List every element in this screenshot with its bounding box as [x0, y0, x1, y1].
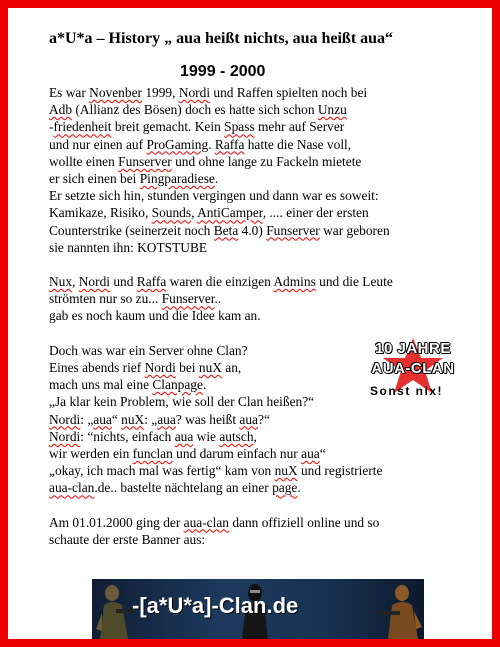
- text-run: und darum einfach nur: [172, 445, 302, 461]
- spellcheck-word: Nordi: [144, 360, 176, 375]
- spellcheck-word: aua: [93, 411, 112, 427]
- spellcheck-word: page: [272, 480, 298, 496]
- text-run: wollte einen: [49, 153, 119, 169]
- logo-line-clan: AUA-CLAN: [371, 360, 455, 377]
- clan-banner: [92, 579, 424, 639]
- text-run: er sich einen bei: [49, 170, 140, 186]
- text-line: [49, 239, 479, 256]
- text-run: Kamikaze, Risiko,: [49, 205, 152, 221]
- spellcheck-word: nuX: [198, 360, 222, 375]
- text-run: : „: [80, 411, 94, 427]
- spellcheck-word: aua: [301, 445, 320, 461]
- text-line: [49, 307, 479, 324]
- text-run: .: [202, 377, 207, 393]
- text-run: .: [297, 480, 301, 496]
- spellcheck-word: Sounds: [151, 205, 192, 221]
- text-run: .: [208, 136, 215, 152]
- spellcheck-word: Nordi: [49, 411, 81, 427]
- spellcheck-word: Nux: [49, 274, 73, 290]
- text-run: ,: [253, 428, 257, 444]
- text-run: ..: [214, 291, 222, 307]
- text-line: [49, 411, 479, 428]
- soldier-left-icon: [94, 579, 134, 639]
- text-run: Am 01.01.2000 ging der: [49, 514, 184, 530]
- spellcheck-word: friedenheit: [53, 119, 112, 135]
- anniversary-logo: [352, 338, 474, 408]
- text-run: 1999,: [141, 85, 179, 100]
- text-run: „Ja klar kein Problem, wie soll der Clan heißen?“: [49, 394, 315, 410]
- spellcheck-word: Nordi: [78, 274, 111, 290]
- text-line: [49, 136, 479, 153]
- text-line: [49, 222, 479, 239]
- text-line: [49, 428, 479, 445]
- text-run: ? was heißt: [175, 411, 240, 427]
- spellcheck-word: AntiCamper: [197, 205, 263, 221]
- text-line: [49, 187, 479, 204]
- text-run: wie: [193, 428, 220, 444]
- text-run: waren die einzigen: [166, 274, 274, 290]
- spellcheck-word: Funserver: [266, 222, 320, 238]
- document-years: 1999 - 2000: [180, 63, 266, 80]
- text-line: [49, 153, 479, 170]
- spellcheck-word: Raffa: [214, 136, 245, 152]
- spellcheck-word: Raffa: [136, 274, 167, 290]
- text-run: Es war: [49, 85, 90, 100]
- text-run: .de.. bastelte nächtelang an einer: [94, 480, 273, 496]
- text-run: Er setzte sich hin, stunden vergingen und dann war es soweit:: [49, 188, 379, 204]
- soldier-right-icon: [378, 579, 424, 639]
- text-line: [49, 118, 479, 135]
- spellcheck-word: nuX: [121, 411, 145, 427]
- text-run: strömten nur so zu...: [49, 291, 162, 307]
- spellcheck-word: Unzu: [317, 102, 347, 118]
- text-run: Counterstrike (seinerzeit noch: [49, 222, 214, 238]
- spellcheck-word: aua-clan: [183, 514, 229, 530]
- spellcheck-word: aua-clan: [49, 480, 95, 496]
- text-run: bei: [175, 360, 199, 375]
- text-run: an,: [221, 360, 242, 375]
- text-run: und registrierte: [297, 463, 383, 479]
- text-run: mehr auf Server: [254, 119, 345, 135]
- text-run: mach uns mal eine: [49, 377, 153, 393]
- banner-text: -[a*U*a]-Clan.de: [132, 593, 299, 618]
- text-run: und ohne lange zu Fackeln mietete: [171, 153, 362, 169]
- spellcheck-word: aua: [157, 411, 176, 427]
- spellcheck-word: Funserver: [118, 153, 172, 169]
- logo-line-years: 10 JAHRE: [375, 340, 451, 357]
- text-run: 4.0): [238, 222, 267, 238]
- spellcheck-word: Nordi: [49, 428, 81, 444]
- text-line: [49, 204, 479, 221]
- text-line: [49, 479, 479, 496]
- spellcheck-word: autsch: [219, 428, 254, 444]
- spellcheck-word: Adb: [49, 102, 73, 118]
- text-run: sie nannten ihn: KOTSTUBE: [49, 239, 208, 255]
- text-run: Doch was war ein Server ohne Clan?: [49, 342, 248, 358]
- text-line: [49, 170, 479, 187]
- text-run: : „: [144, 411, 158, 427]
- text-run: (Allianz des Bösen) doch es hatte sich schon: [72, 102, 318, 118]
- logo-line-slogan: Sonst nix!: [370, 384, 444, 398]
- document-title: a*U*a – History „ aua heißt nichts, aua heißt aua“: [49, 30, 394, 47]
- text-run: “: [319, 445, 326, 461]
- text-run: „okay, ich mach mal was fertig“ kam von: [49, 463, 275, 479]
- text-run: gab es noch kaum und die Idee kam an.: [49, 308, 261, 324]
- text-run: .: [214, 170, 219, 186]
- text-run: ,: [191, 205, 198, 221]
- text-line: [49, 84, 479, 101]
- text-run: und nur einen auf: [49, 136, 147, 152]
- text-run: war geboren: [319, 222, 390, 238]
- text-run: ?“: [258, 411, 270, 427]
- text-run: und: [110, 274, 137, 290]
- spellcheck-word: Funserver: [161, 291, 215, 307]
- spellcheck-word: Admins: [273, 274, 316, 290]
- text-run: dann offiziell online und so: [229, 514, 380, 530]
- text-line: [49, 514, 479, 531]
- text-run: “: [111, 411, 122, 427]
- text-run: wir werden ein: [49, 445, 133, 461]
- text-run: und Raffen spielten noch bei: [210, 85, 368, 100]
- text-run: -: [49, 119, 54, 135]
- text-line: [49, 273, 479, 290]
- text-run: breit gemacht. Kein: [111, 119, 225, 135]
- spellcheck-word: aua: [239, 411, 259, 427]
- text-run: : “nichts, einfach: [80, 428, 175, 444]
- text-run: Eines abends rief: [49, 360, 145, 375]
- paragraph-gap: [49, 497, 479, 514]
- text-line: [49, 462, 479, 479]
- text-line: [49, 445, 479, 462]
- spellcheck-word: Pingparadiese: [139, 170, 215, 186]
- text-line: [49, 290, 479, 307]
- spellcheck-word: nuX: [274, 463, 298, 479]
- text-run: schaute der erste Banner aus:: [49, 531, 206, 547]
- text-run: , .... einer der ersten: [262, 205, 369, 221]
- spellcheck-word: Nordi: [178, 85, 211, 100]
- paragraph-gap: [49, 256, 479, 273]
- story-text: [49, 84, 479, 548]
- text-run: hatte die Nase voll,: [244, 136, 352, 152]
- text-line: [49, 531, 479, 548]
- text-run: und die Leute: [315, 274, 393, 290]
- text-line: [49, 101, 479, 118]
- spellcheck-word: Clanpage: [152, 377, 203, 393]
- spellcheck-word: funclan: [132, 445, 173, 461]
- text-run: ,: [72, 274, 79, 290]
- spellcheck-word: Novenber: [89, 85, 142, 100]
- spellcheck-word: Spass: [224, 119, 255, 135]
- spellcheck-word: Beta: [213, 222, 239, 238]
- spellcheck-word: ProGaming: [146, 136, 209, 152]
- spellcheck-word: aua: [174, 428, 194, 444]
